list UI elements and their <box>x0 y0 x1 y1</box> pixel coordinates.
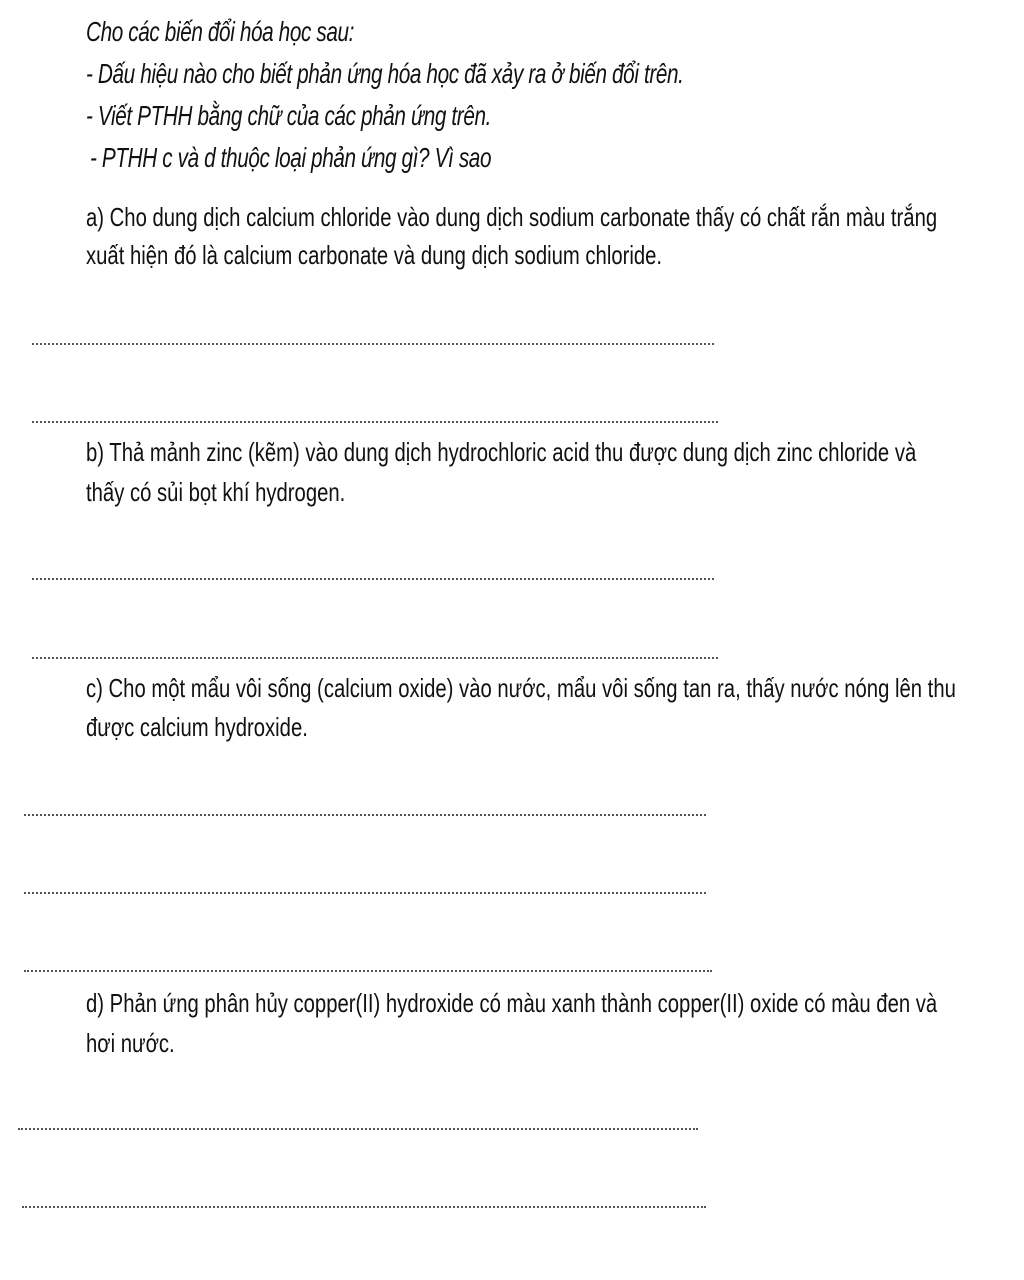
answer-line-c-2[interactable] <box>24 892 706 894</box>
question-d-line-1: d) Phản ứng phân hủy copper(II) hydroxide có màu xanh thành copper(II) oxide có màu đen và <box>86 988 938 1018</box>
answer-line-a-1[interactable] <box>32 343 714 345</box>
question-a-line-2: xuất hiện đó là calcium carbonate và dung dịch sodium chloride. <box>86 240 663 270</box>
answer-line-c-3[interactable] <box>24 970 712 972</box>
answer-line-b-2[interactable] <box>32 657 718 659</box>
answer-line-a-2[interactable] <box>32 421 718 423</box>
question-b-line-1: b) Thả mảnh zinc (kẽm) vào dung dịch hydrochloric acid thu được dung dịch zinc chloride và <box>86 437 917 467</box>
intro-line-3: - Viết PTHH bằng chữ của các phản ứng trên. <box>86 100 492 131</box>
intro-line-1: Cho các biến đổi hóa học sau: <box>86 16 355 47</box>
intro-line-4: - PTHH c và d thuộc loại phản ứng gì? Vì sao <box>90 142 492 173</box>
question-a-line-1: a) Cho dung dịch calcium chloride vào dung dịch sodium carbonate thấy có chất rắn màu trắng <box>86 202 938 232</box>
question-d-line-2: hơi nước. <box>86 1028 175 1058</box>
answer-line-d-1[interactable] <box>18 1128 698 1130</box>
answer-line-b-1[interactable] <box>32 578 714 580</box>
answer-line-c-1[interactable] <box>24 814 706 816</box>
question-c-line-2: được calcium hydroxide. <box>86 712 308 742</box>
answer-line-d-2[interactable] <box>22 1206 706 1208</box>
question-c-line-1: c) Cho một mẩu vôi sống (calcium oxide) vào nước, mẩu vôi sống tan ra, thấy nước nóng lên thu <box>86 673 956 703</box>
question-b-line-2: thấy có sủi bọt khí hydrogen. <box>86 477 346 507</box>
intro-line-2: - Dấu hiệu nào cho biết phản ứng hóa học đã xảy ra ở biến đổi trên. <box>86 58 684 89</box>
